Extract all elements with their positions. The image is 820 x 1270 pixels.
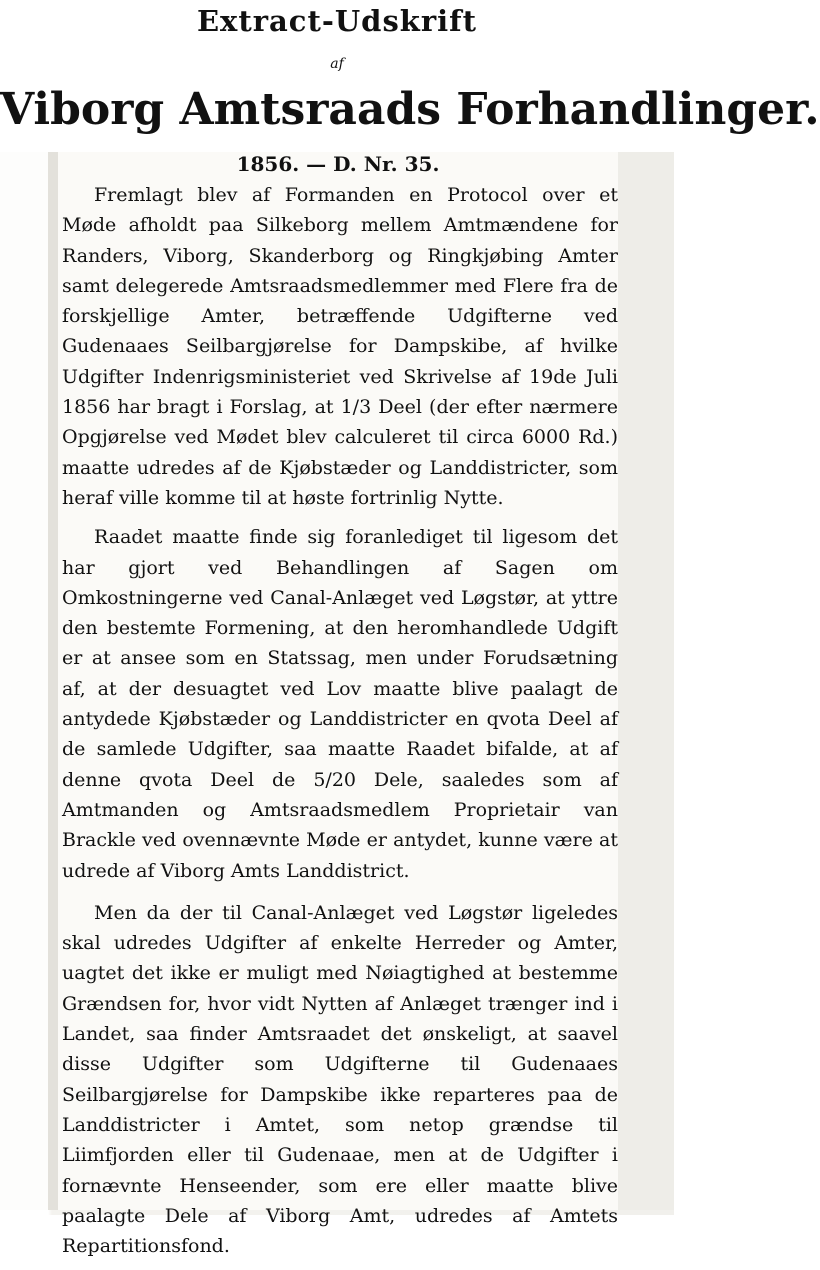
masthead-title-extract: Extract-Udskrift — [196, 4, 478, 38]
article-body — [62, 180, 618, 1270]
masthead — [0, 0, 820, 152]
paragraph-1: Fremlagt blev af Formanden en Protocol over et Møde afholdt paa Silkeborg mellem Amtmændene for Randers, Viborg, Skanderborg og Ringkjøbing Amter samt delegerede Amtsraadsmedlemmer med Flere fra de forskjellige Amter, betræffende Udgifterne ved Gudenaaes Seilbargjørelse for Dampskibe, af hvilke Udgifter Indenrigsministeriet ved Skrivelse af 19de Juli 1856 har bragt i Forslag, at 1/3 Deel (der efter nærmere Opgjørelse ved Mødet blev calculeret til circa 6000 Rd.) maatte udredes af de Kjøbstæder og Landdistricter, som heraf ville komme til at høste fortrinlig Nytte. — [62, 184, 618, 509]
left-margin — [0, 150, 48, 1210]
bleed-through-margin — [618, 150, 674, 1210]
paragraph-3: Men da der til Canal-Anlæget ved Løgstør ligeledes skal udredes Udgifter af enkelte Herreder og Amter, uagtet det ikke er muligt med Nøiagtighed at bestemme Grændsen for, hvor vidt Nytten af Anlæget trænger ind i Landet, saa finder Amtsraadet det ønskeligt, at saavel disse Udgifter som Udgifterne til Gudenaaes Seilbargjørelse for Dampskibe ikke reparteres paa de Landdistricter i Amtet, som netop grændse til Liimfjorden eller til Gudenaae, men at de Udgifter i fornævnte Henseender, som ere eller maatte blive paalagte Dele af Viborg Amt, udredes af Amtets Repartitionsfond. — [62, 901, 618, 1258]
paragraph-2: Raadet maatte finde sig foranlediget til ligesom det har gjort ved Behandlingen af Sagen om Omkostningerne ved Canal-Anlæget ved Løgstør, at yttre den bestemte Formening, at den heromhandlede Udgift er at ansee som en Statssag, men under Forudsætning af, at der desuagtet ved Lov maatte blive paalagt de antydede Kjøbstæder og Landdistricter en qvota Deel af de samlede Udgifter, saa maatte Raadet bifalde, at af denne qvota Deel de 5/20 Dele, saaledes som af Amtmanden og Amtsraadsmedlem Proprietair van Brackle ved ovennævnte Møde er antydet, kunne være at udrede af Viborg Amts Landdistrict. — [62, 526, 618, 882]
masthead-title-main: Viborg Amtsraads Forhandlinger. — [0, 84, 820, 135]
article-heading: 1856. — D. Nr. 35. — [236, 152, 440, 176]
masthead-af: af — [330, 56, 344, 72]
column-shadow — [48, 150, 58, 1210]
